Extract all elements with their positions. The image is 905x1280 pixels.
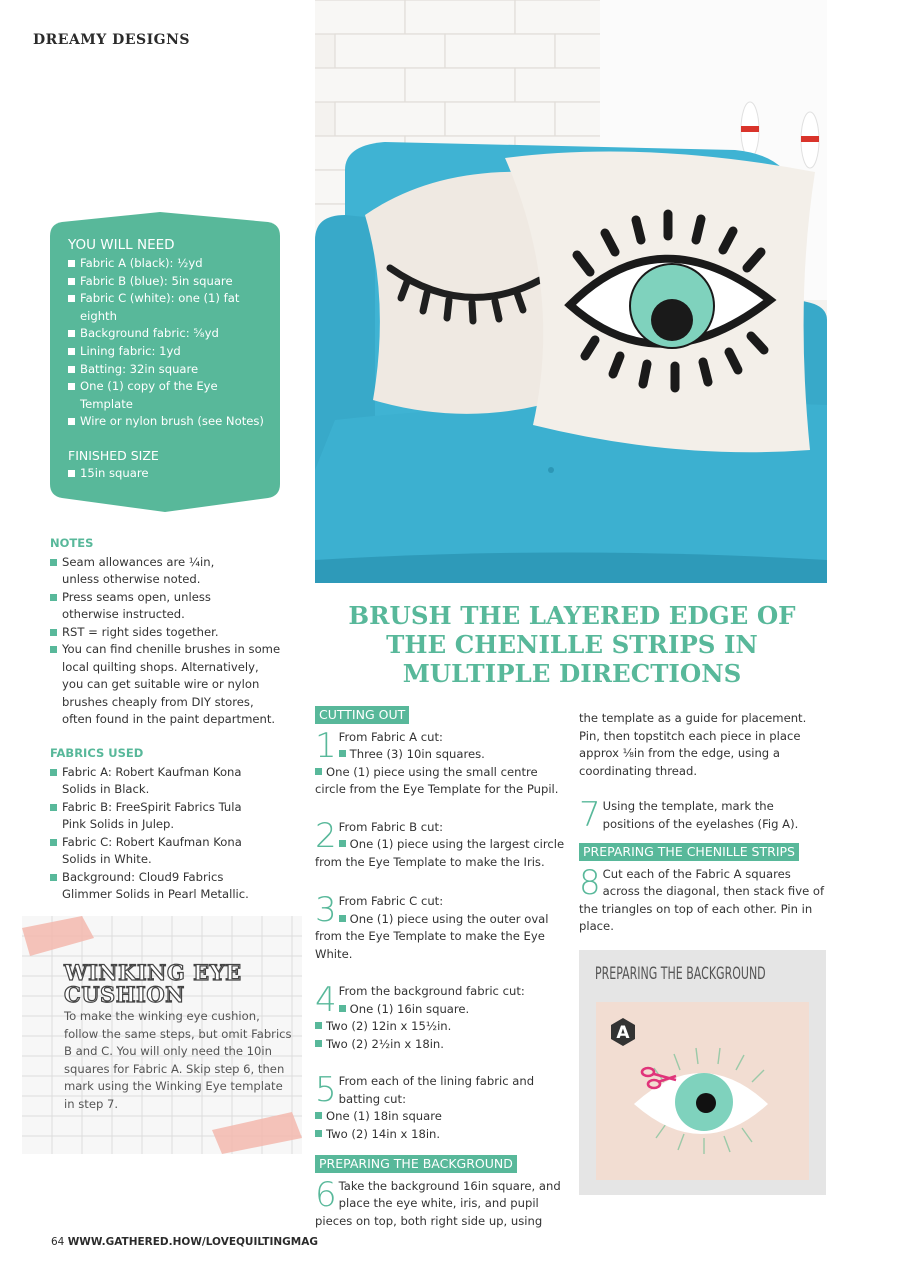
step-text: Take the background 16in square, and place the eye white, iris, and pupil pieces on top, both right side up, using — [315, 1178, 561, 1228]
note-item: RST = right sides together. — [50, 624, 282, 642]
bullet-square — [315, 1130, 322, 1137]
step-number: 1 — [315, 725, 337, 766]
fabric-item: Background: Cloud9 Fabrics Glimmer Solids in Pearl Metallic. — [50, 869, 255, 904]
need-item: Fabric A (black): ½yd — [68, 255, 274, 273]
figure-label: A — [616, 1023, 630, 1043]
notes-heading: NOTES — [50, 536, 94, 550]
step-3 — [315, 890, 565, 963]
fabric-item: Fabric B: FreeSpirit Fabrics Tula Pink Solids in Julep. — [50, 799, 255, 834]
step-text: Using the template, mark the positions of the eyelashes (Fig A). — [602, 799, 799, 831]
instructions-column-1 — [315, 706, 565, 1230]
page-footer — [51, 1236, 318, 1248]
step-intro: From Fabric C cut: — [338, 894, 444, 908]
notes-section — [50, 535, 290, 729]
step-line: Three (3) 10in squares. — [349, 747, 485, 761]
pull-quote-headline: BRUSH THE LAYERED EDGE OF THE CHENILLE STRIPS IN MULTIPLE DIRECTIONS — [348, 601, 796, 688]
step-intro: From each of the lining fabric and batting cut: — [338, 1074, 535, 1106]
bullet-square — [339, 840, 346, 847]
step-number: 3 — [315, 890, 337, 930]
step-number: 7 — [579, 795, 601, 835]
step-line: Two (2) 2½in x 18in. — [326, 1036, 444, 1051]
need-item: Fabric C (white): one (1) fat eighth — [68, 290, 274, 325]
step-line: One (1) piece using the largest circle from the Eye Template to make the Iris. — [315, 837, 565, 869]
step-line: Two (2) 12in x 15½in. — [326, 1019, 452, 1033]
finished-size-heading: FINISHED SIZE — [68, 447, 159, 463]
note-item: Seam allowances are ¼in, unless otherwise noted. — [50, 554, 220, 589]
cutting-out-heading: CUTTING OUT — [315, 706, 409, 724]
winking-eye-text: To make the winking eye cushion, follow the same steps, but omit Fabrics B and C. You will only need the 10in squares for Fabric A. Skip step 6, then mark using the Winking Eye template in step 7. — [64, 1009, 292, 1111]
step-7 — [579, 795, 829, 835]
need-item: Lining fabric: 1yd — [68, 343, 274, 361]
bullet-square — [315, 1040, 322, 1047]
step-line: One (1) piece using the small centre circle from the Eye Template for the Pupil. — [315, 764, 559, 796]
figure-a — [579, 950, 826, 1195]
step-1 — [315, 725, 565, 799]
bullet-square — [339, 915, 346, 922]
figure-a-image — [596, 1002, 809, 1180]
step-text: Cut each of the Fabric A squares across the diagonal, then stack five of the triangles on top of each other. Pin in place. — [579, 866, 825, 933]
step-5 — [315, 1070, 565, 1143]
step-line: One (1) 16in square. — [349, 1001, 470, 1016]
footer-url[interactable]: WWW.GATHERED.HOW/LOVEQUILTINGMAG — [67, 1236, 318, 1248]
you-will-need-box — [50, 212, 280, 512]
need-item: Fabric B (blue): 5in square — [68, 273, 274, 291]
step-intro: From the background fabric cut: — [338, 984, 525, 998]
fabric-item: Fabric A: Robert Kaufman Kona Solids in Black. — [50, 764, 255, 799]
instructions-column-2 — [579, 710, 829, 936]
step-6 — [315, 1174, 565, 1231]
step-number: 6 — [315, 1174, 337, 1215]
step-number: 5 — [315, 1070, 337, 1110]
step-line: One (1) 18in square — [326, 1109, 442, 1123]
note-item: You can find chenille brushes in some local quilting shops. Alternatively, you can get suitable wire or nylon brushes cheaply from DIY stores, often found in the paint department. — [50, 641, 282, 729]
bullet-square — [315, 1112, 322, 1119]
step-line: Two (2) 14in x 18in. — [326, 1126, 441, 1141]
bullet-square — [315, 768, 322, 775]
winking-eye-box — [22, 916, 302, 1154]
you-will-need-heading: YOU WILL NEED — [68, 237, 175, 253]
preparing-chenille-heading: PREPARING THE CHENILLE STRIPS — [579, 843, 799, 861]
winking-eye-title: WINKING EYE CUSHION — [64, 960, 242, 1007]
preparing-background-heading: PREPARING THE BACKGROUND — [315, 1155, 517, 1173]
fabric-item: Fabric C: Robert Kaufman Kona Solids in White. — [50, 834, 255, 869]
step-intro: From Fabric A cut: — [338, 729, 443, 744]
step-number: 8 — [579, 862, 601, 903]
need-item: Wire or nylon brush (see Notes) — [68, 413, 274, 431]
step-number: 4 — [315, 980, 337, 1020]
note-item: Press seams open, unless otherwise instructed. — [50, 589, 222, 624]
section-tag: DREAMY DESIGNS — [33, 32, 191, 48]
step-intro: From Fabric B cut: — [338, 819, 443, 834]
fabrics-section — [50, 745, 290, 904]
bullet-square — [339, 1005, 346, 1012]
need-item: Background fabric: ⁵⁄₈yd — [68, 325, 274, 343]
step-6-continued: the template as a guide for placement. Pin, then topstitch each piece in place approx ⅛in from the edge, using a coordinating thread. — [579, 711, 807, 778]
bullet-square — [339, 750, 346, 757]
fabrics-heading: FABRICS USED — [50, 746, 144, 760]
step-number: 2 — [315, 815, 337, 856]
need-item: One (1) copy of the Eye Template — [68, 378, 274, 413]
finished-size-item: 15in square — [68, 465, 274, 483]
cushion-photo — [315, 0, 827, 583]
figure-title: PREPARING THE BACKGROUND — [595, 964, 766, 984]
need-item: Batting: 32in square — [68, 361, 274, 379]
bullet-square — [315, 1022, 322, 1029]
step-8 — [579, 862, 829, 936]
step-line: One (1) piece using the outer oval from the Eye Template to make the Eye White. — [315, 911, 549, 961]
step-2 — [315, 815, 565, 872]
step-4 — [315, 980, 565, 1053]
page-number: 64 — [51, 1236, 65, 1248]
